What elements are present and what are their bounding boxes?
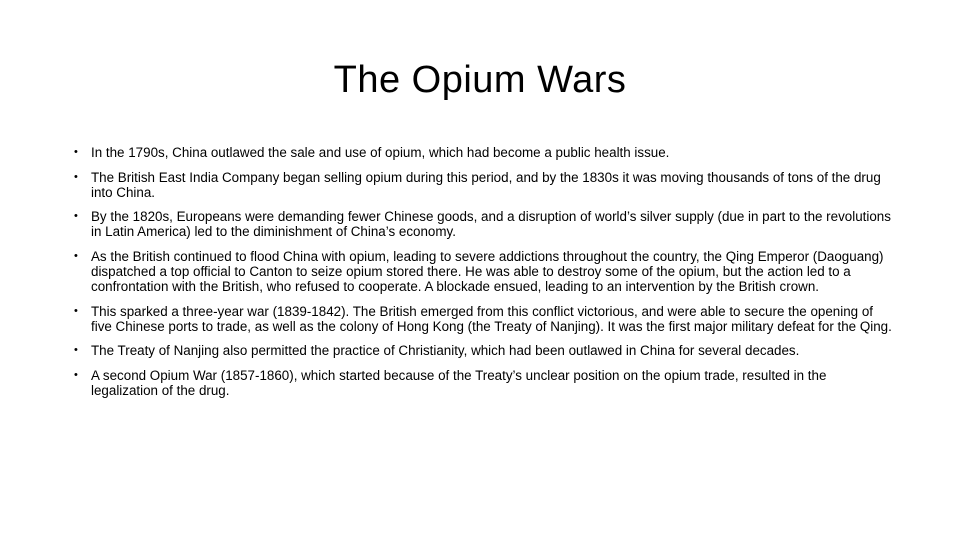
bullet-dot-icon: •: [74, 304, 78, 317]
bullet-item: [74, 249, 894, 294]
bullet-dot-icon: •: [74, 146, 78, 158]
bullet-dot-icon: •: [74, 344, 78, 357]
bullet-text: As the British continued to flood China with opium, leading to severe addictions throughout the country, the Qing Emperor (Daoguang) dispatched a top official to Canton to seize opium stored there. He was able to destroy some of the opium, but the action led to a confrontation with the British, who refused to cooperate. A blockade ensued, leading to an intervention by the British crown.: [91, 248, 884, 295]
bullet-dot-icon: •: [74, 249, 78, 262]
bullet-text: By the 1820s, Europeans were demanding fewer Chinese goods, and a disruption of world’s silver supply (due in part to the revolutions in Latin America) led to the diminishment of China’s economy.: [91, 209, 891, 240]
bullet-item: [74, 170, 894, 200]
bullet-text: This sparked a three-year war (1839-1842). The British emerged from this conflict victorious, and were able to secure the opening of five Chinese ports to trade, as well as the colony of Hong Kong (the Treaty of Nanjing). It was the first major military defeat for the Qing.: [91, 303, 892, 334]
bullet-dot-icon: •: [74, 210, 78, 223]
slide-title: The Opium Wars: [333, 59, 627, 101]
bullet-item: [74, 304, 894, 334]
bullet-item: [74, 368, 894, 398]
bullet-dot-icon: •: [74, 369, 78, 382]
bullet-dot-icon: •: [74, 170, 78, 183]
bullet-text: In the 1790s, China outlawed the sale and use of opium, which had become a public health issue.: [91, 145, 670, 160]
bullet-text: The British East India Company began selling opium during this period, and by the 1830s it was moving thousands of tons of the drug into China.: [91, 169, 881, 200]
bullet-text: A second Opium War (1857-1860), which started because of the Treaty’s unclear position on the opium trade, resulted in the legalization of the drug.: [91, 368, 827, 399]
bullet-item: [74, 343, 894, 358]
bullet-item: [74, 145, 894, 160]
bullet-list: [74, 145, 894, 408]
bullet-text: The Treaty of Nanjing also permitted the practice of Christianity, which had been outlawed in China for several decades.: [91, 343, 800, 359]
bullet-item: [74, 209, 894, 239]
